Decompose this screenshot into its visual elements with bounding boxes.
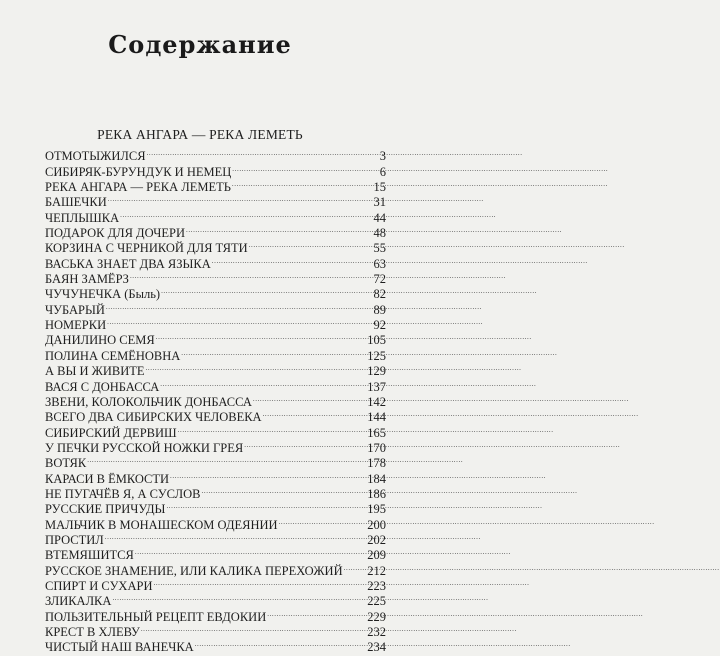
toc-entry-page: 63 [373,256,386,271]
toc-entry-page: 212 [367,563,386,578]
dot-leader [178,421,367,436]
toc-entry-title: ВАСЯ С ДОНБАССА [45,379,160,394]
toc-entry-page: 89 [373,302,386,317]
dot-leader [120,206,372,221]
toc-entry-page: 170 [367,440,386,455]
toc-entry-title: КАРАСИ В ЁМКОСТИ [45,471,170,486]
dot-leader [105,529,366,544]
toc-entry-title: ВАСЬКА ЗНАЕТ ДВА ЯЗЫКА [45,256,211,271]
toc-entry-page: 234 [367,640,386,655]
toc-entry-title: БАШЕЧКИ [45,195,107,210]
toc-entry-title: ПРОСТИЛ [45,532,104,547]
toc-entry-title: ЧУЧУНЕЧКА (Быль) [45,287,161,302]
toc-entry-page: 3 [379,149,386,164]
toc-entry-title: НОМЕРКИ [45,318,107,333]
toc-entry-title: ВОТЯК [45,456,87,471]
dot-leader [263,406,367,421]
toc-entry-title: РУССКИЕ ПРИЧУДЫ [45,502,166,517]
dot-leader [107,314,372,329]
toc-entry-title: НЕ ПУГАЧЁВ Я, А СУСЛОВ [45,486,201,501]
dot-leader [344,559,367,574]
dot-leader [267,605,366,620]
toc-entry-title: МАЛЬЧИК В МОНАШЕСКОМ ОДЕЯНИИ [45,517,278,532]
toc-entry-page: 232 [367,625,386,639]
dot-leader [141,621,366,636]
dot-leader [147,145,379,160]
dot-leader [279,513,367,528]
toc-entry-page: 195 [367,502,386,517]
toc-entry-page: 186 [367,486,386,501]
toc-entry-title: РЕКА АНГАРА — РЕКА ЛЕМЕТЬ [45,180,231,195]
toc-entry-title: ЗВЕНИ, КОЛОКОЛЬЧИК ДОНБАССА [45,394,252,409]
page-title: Содержание [108,30,292,59]
toc-entry-title: КОРЗИНА С ЧЕРНИКОЙ ДЛЯ ТЯТИ [45,241,248,256]
toc-entry-page: 6 [379,164,386,179]
dot-leader [244,437,366,452]
toc-entry-page: 129 [367,364,386,379]
toc-entry-page: 229 [367,609,386,624]
toc-entry [45,145,386,164]
toc-entry-title: ДАНИЛИНО СЕМЯ [45,333,155,348]
toc-entry-page: 144 [367,410,386,425]
toc-entry-page: 15 [373,180,386,195]
toc-entry-page: 105 [367,333,386,348]
toc-entry-title: А ВЫ И ЖИВИТЕ [45,364,145,379]
toc-entry-title: У ПЕЧКИ РУССКОЙ НОЖКИ ГРЕЯ [45,440,244,455]
toc-entry-title: СИБИРСКИЙ ДЕРВИШ [45,425,177,440]
toc-entry-page: 225 [367,594,386,609]
toc-entry-page: 31 [373,195,386,210]
toc-entry-title: ВСЕГО ДВА СИБИРСКИХ ЧЕЛОВЕКА [45,410,262,425]
dot-leader [161,283,372,298]
toc-entry-page: 92 [373,318,386,333]
dot-leader [156,329,367,344]
toc-entry-title: ВТЕМЯШИТСЯ [45,548,134,563]
toc-entry-title: ЧЕПЛЫШКА [45,210,120,225]
dot-leader [253,391,366,406]
dot-leader [112,590,366,605]
toc-entry-title: КРЕСТ В ХЛЕВУ [45,625,140,639]
dot-leader [202,483,367,498]
dot-leader [181,344,366,359]
dot-leader [212,252,373,267]
toc-entry-page: 55 [373,241,386,256]
toc-entry-title: РУССКОЕ ЗНАМЕНИЕ, ИЛИ КАЛИКА ПЕРЕХОЖИЙ [45,563,343,578]
toc-entry-title: ЧУБАРЫЙ [45,302,105,317]
dot-leader [249,237,373,252]
toc-entry-page: 72 [373,272,386,287]
toc-entry-page: 125 [367,348,386,363]
toc-entry-page: 44 [373,210,386,225]
toc-entry-title: ПОЛИНА СЕМЁНОВНА [45,348,181,363]
toc-entry-title: СПИРТ И СУХАРИ [45,578,153,593]
toc-entry-page: 82 [373,287,386,302]
dot-leader [153,575,366,590]
dot-leader [87,452,366,467]
toc-entry-title: ЗЛИКАЛКА [45,594,112,609]
dot-leader [170,467,366,482]
dot-leader [195,636,367,651]
toc-entry [45,452,386,471]
dot-leader [108,191,373,206]
toc-entry-page: 209 [367,548,386,563]
toc-entry [45,467,386,486]
toc-entry-title: ПОДАРОК ДЛЯ ДОЧЕРИ [45,226,186,241]
toc-entry-page: 178 [367,456,386,471]
section-title: РЕКА АНГАРА — РЕКА ЛЕМЕТЬ [97,127,303,142]
toc-entry-page: 142 [367,394,386,409]
table-of-contents [45,145,386,655]
toc-entry-title: ЧИСТЫЙ НАШ ВАНЕЧКА [45,640,194,655]
dot-leader [146,360,367,375]
toc-entry-page: 137 [367,379,386,394]
toc-entry-title: СИБИРЯК-БУРУНДУК И НЕМЕЦ [45,164,232,179]
dot-leader [106,298,373,313]
toc-entry-page: 202 [367,532,386,547]
toc-entry-page: 48 [373,226,386,241]
toc-entry-title: ОТМОТЫЖИЛСЯ [45,149,146,164]
toc-entry-page: 200 [367,517,386,532]
dot-leader [186,222,372,237]
toc-entry-page: 223 [367,578,386,593]
toc-entry-title: ПОЛЬЗИТЕЛЬНЫЙ РЕЦЕПТ ЕВДОКИИ [45,609,267,624]
dot-leader [166,498,366,513]
dot-leader [135,544,366,559]
toc-entry-title: БАЯН ЗАМЁРЗ [45,272,129,287]
dot-leader [232,176,373,191]
toc-entry-page: 184 [367,471,386,486]
dot-leader [130,268,373,283]
dot-leader [160,375,366,390]
dot-leader [232,160,378,175]
toc-entry-page: 165 [367,425,386,440]
